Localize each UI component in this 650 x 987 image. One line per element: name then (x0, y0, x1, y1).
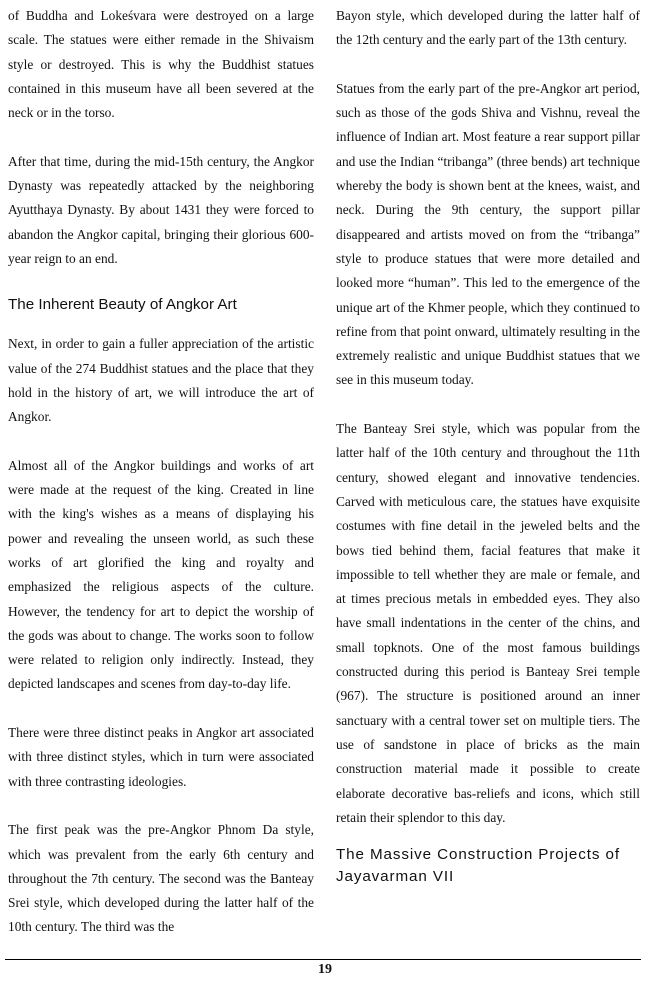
right-column (336, 4, 640, 888)
paragraph: The Banteay Srei style, which was popular from the latter half of the 10th century and throughout the 11th century, showed elegant and innovative tendencies. Carved with meticulous care, the statues have exquisite costumes with fine detail in the jeweled belts and the bows tied behind them, facial features that make it impossible to tell whether they are male or female, and at times precious metals in embedded eyes. They also have small indentations in the center of the chins, and small topknots. One of the most famous buildings constructed during this period is Banteay Srei temple (967). The structure is positioned around an inner sanctuary with a central tower set on multiple tiers. The use of sandstone in place of bricks as the main construction material made it possible to create elaborate decorative bas-reliefs and icons, which still retain their splendor to this day. (336, 421, 640, 825)
paragraph: Next, in order to gain a fuller appreciation of the artistic value of the 274 Buddhist statues and the place that they hold in the history of art, we will introduce the art of Angkor. (8, 336, 314, 425)
section-heading: The Massive Construction Projects of Jayavarman VII (336, 846, 620, 886)
left-column (8, 4, 314, 940)
page-number: 19 (318, 962, 332, 977)
paragraph: Almost all of the Angkor buildings and works of art were made at the request of the king. Created in line with the king's wishes as a means of displaying his power and revealing the unseen world, as such these works of art glorified the king and royalty and emphasized the religious aspects of the culture. However, the tendency for art to depict the worship of the gods was about to change. The works soon to follow were related to religion only indirectly. Instead, they depicted landscapes and scenes from day-to-day life. (8, 457, 314, 692)
paragraph: There were three distinct peaks in Angkor art associated with three distinct styles, which in turn were associated with three contrasting ideologies. (8, 725, 314, 789)
paragraph: Statues from the early part of the pre-Angkor art period, such as those of the gods Shiva and Vishnu, reveal the influence of Indian art. Most feature a rear support pillar and use the Indian “tribanga” (three bends) art technique whereby the body is shown bent at the knees, waist, and neck. During the 9th century, the support pillar disappeared and artists moved on from the “tribanga” style to produce statues that were more detailed and looked more “human”. This led to the emergence of the unique art of the Khmer people, which they continued to refine from that point onward, ultimately resulting in the extremely realistic and unique Buddhist statues that we see in this museum today. (336, 80, 640, 388)
paragraph: Bayon style, which developed during the latter half of the 12th century and the early part of the 13th century. (336, 8, 640, 48)
paragraph: After that time, during the mid-15th century, the Angkor Dynasty was repeatedly attacked by the neighboring Ayutthaya Dynasty. By about 1431 they were forced to abandon the Angkor capital, bringing their glorious 600-year reign to an end. (8, 153, 314, 266)
paragraph: The first peak was the pre-Angkor Phnom Da style, which was prevalent from the early 6th century and throughout the 7th century. The second was the Banteay Srei style, which developed during the latter half of the 10th century. The third was the (8, 822, 314, 935)
paragraph: of Buddha and Lokeśvara were destroyed on a large scale. The statues were either remade in the Shivaism style or destroyed. This is why the Buddhist statues contained in this museum have all been severed at the neck or in the torso. (8, 8, 314, 121)
footer-divider (5, 959, 641, 960)
section-heading: The Inherent Beauty of Angkor Art (8, 296, 237, 314)
